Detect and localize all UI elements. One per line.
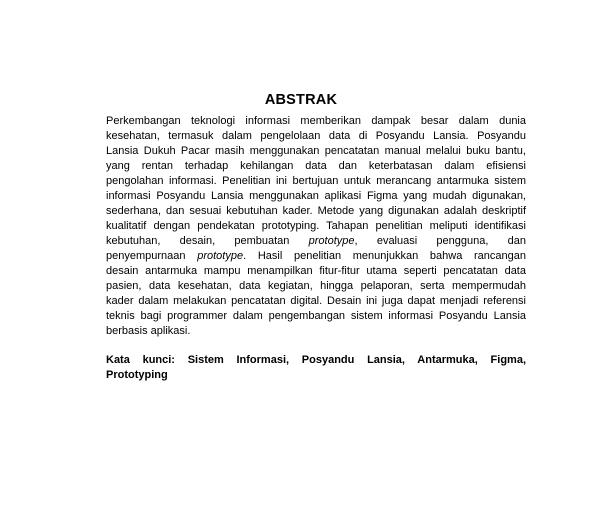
keywords-line: Kata kunci: Sistem Informasi, Posyandu Lansia, Antarmuka, Figma, [106, 354, 526, 366]
abstract-line: pasien, data kesehatan, data kegiatan, hingga pelaporan, serta mempermudah [106, 280, 526, 292]
keywords-line: Prototyping [106, 369, 168, 381]
abstract-line: kualitatif dengan pendekatan prototyping. Tahapan penelitian meliputi identifikasi [106, 220, 526, 232]
abstract-line [106, 249, 526, 264]
abstract-line: kesehatan, termasuk dalam pengelolaan data di Posyandu Lansia. Posyandu [106, 130, 526, 142]
abstract-text: . Hasil penelitian menunjukkan bahwa rancangan [243, 250, 526, 262]
keywords [106, 353, 526, 383]
abstract-text: penyempurnaan [106, 250, 198, 262]
abstract-line: sederhana, dan sesuai kebutuhan kader. Metode yang digunakan adalah deskriptif [106, 205, 526, 217]
abstract-line: kader dalam melakukan pencatatan digital. Desain ini juga dapat menjadi referensi [106, 295, 526, 307]
abstract-body [106, 114, 526, 339]
abstract-line: yang rentan terhadap kehilangan data dan keterbatasan dalam efisiensi [106, 160, 526, 172]
abstract-line: Lansia Dukuh Pacar masih menggunakan pencatatan manual melalui buku bantu, [106, 145, 526, 157]
abstract-text: kebutuhan, desain, pembuatan [106, 235, 309, 247]
abstract-line: informasi Posyandu Lansia menggunakan aplikasi Figma yang mudah digunakan, [106, 190, 526, 202]
abstract-line: berbasis aplikasi. [106, 325, 191, 337]
abstract-text: , evaluasi pengguna, dan [354, 235, 526, 247]
abstract-italic-term: prototype [308, 235, 355, 247]
abstract-line: Perkembangan teknologi informasi memberikan dampak besar dalam dunia [106, 115, 526, 127]
abstract-line: teknis bagi programmer dalam pengembangan sistem informasi Posyandu Lansia [106, 310, 526, 322]
page-title: ABSTRAK [264, 92, 338, 108]
abstract-line [106, 234, 526, 249]
abstract-italic-term: prototype [197, 250, 244, 262]
abstract-line: desain antarmuka mampu menampilkan fitur-fitur utama seperti pencatatan data [106, 265, 526, 277]
abstract-line: pengolahan informasi. Penelitian ini bertujuan untuk merancang antarmuka sistem [106, 175, 526, 187]
